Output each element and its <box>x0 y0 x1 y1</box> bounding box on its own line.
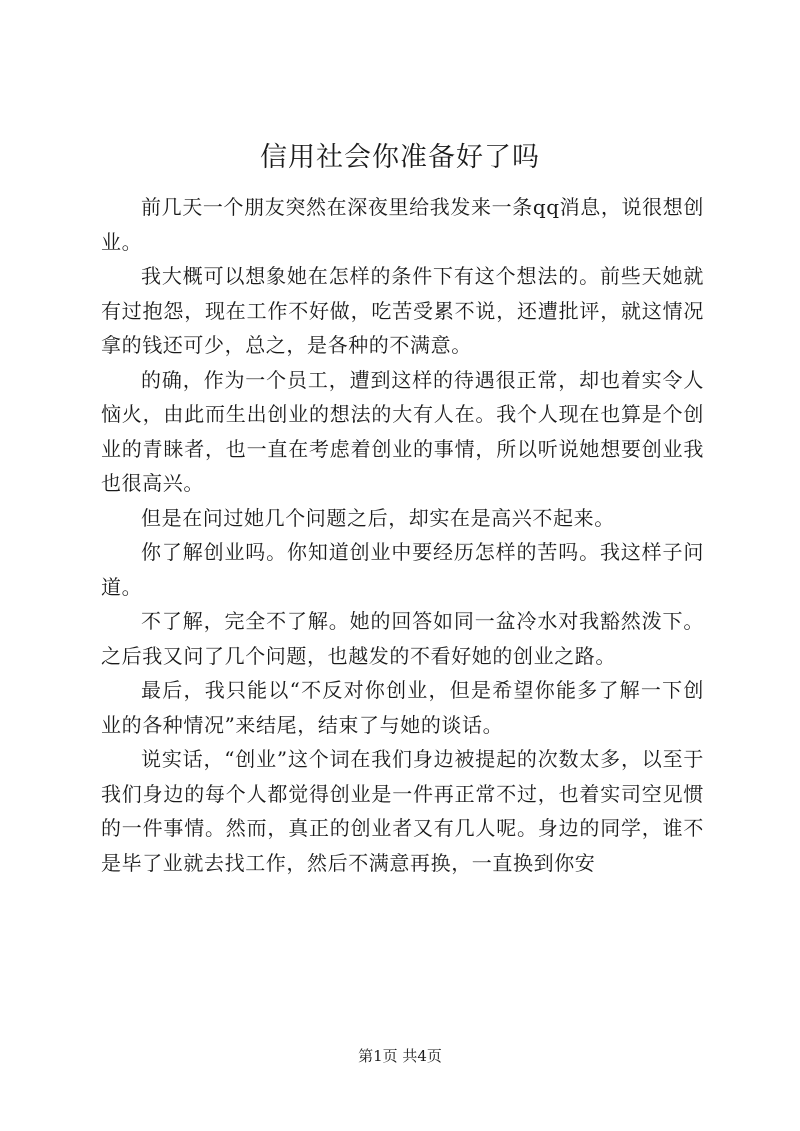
document-title: 信用社会你准备好了吗 <box>260 142 540 173</box>
paragraph: 最后，我只能以“不反对你创业，但是希望你能多了解一下创业的各种情况”来结尾，结束了与她的谈话。 <box>101 678 704 737</box>
paragraph: 但是在问过她几个问题之后，却实在是高兴不起来。 <box>141 505 615 530</box>
page-footer: 第1页 共4页 <box>358 1047 442 1065</box>
paragraph: 你了解创业吗。你知道创业中要经历怎样的苦吗。我这样子问道。 <box>101 540 704 599</box>
paragraph: 说实话，“创业”这个词在我们身边被提起的次数太多，以至于我们身边的每个人都觉得创业是一件再正常不过，也着实司空见惯的一件事情。然而，真正的创业者又有几人呢。身边的同学，谁不是毕了业就去找工作，然后不满意再换，一直换到你安 <box>101 747 704 875</box>
paragraph: 前几天一个朋友突然在深夜里给我发来一条qq消息，说很想创业。 <box>101 195 704 254</box>
paragraph: 的确，作为一个员工，遭到这样的待遇很正常，却也着实令人恼火，由此而生出创业的想法的大有人在。我个人现在也算是个创业的青睐者，也一直在考虑着创业的事情，所以听说她想要创业我也很高兴。 <box>101 367 704 495</box>
paragraph: 不了解，完全不了解。她的回答如同一盆冷水对我豁然泼下。之后我又问了几个问题，也越发的不看好她的创业之路。 <box>101 609 704 668</box>
paragraph: 我大概可以想象她在怎样的条件下有这个想法的。前些天她就有过抱怨，现在工作不好做，吃苦受累不说，还遭批评，就这情况拿的钱还可少，总之，是各种的不满意。 <box>101 264 704 357</box>
document-body <box>101 190 704 880</box>
